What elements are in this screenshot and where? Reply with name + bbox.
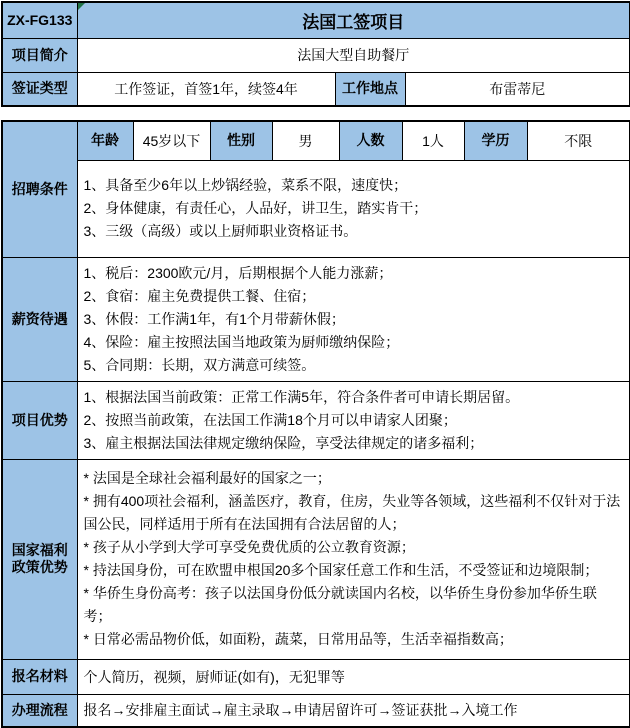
process-value: 报名→安排雇主面试→雇主录取→申请居留许可→签证获批→入境工作 <box>77 694 630 727</box>
spec-education-label: 学历 <box>464 121 527 160</box>
national-welfare-list <box>77 459 630 659</box>
visa-type-value: 工作签证，首签1年，续签4年 <box>77 72 335 106</box>
work-location-label: 工作地点 <box>335 72 405 106</box>
welfare-item: * 持法国身份，可在欧盟申根国20多个国家任意工作和生活，不受签证和边境限制； <box>83 562 599 578</box>
welfare-item: * 日常必需品物价低，如面粉，蔬菜，日常用品等，生活幸福指数高； <box>83 631 513 647</box>
spec-education-value: 不限 <box>527 121 630 160</box>
spec-headcount-label: 人数 <box>339 121 402 160</box>
salary-item: 5、合同期：长期，双方满意可续签。 <box>83 356 316 373</box>
welfare-item: * 华侨生身份高考：孩子以法国身份低分就读国内名校，以华侨生身份参加华侨生联考； <box>83 585 597 624</box>
process-label: 办理流程 <box>2 694 77 727</box>
recruit-condition-item: 2、身体健康，有责任心，人品好，讲卫生，踏实肯干； <box>83 200 428 216</box>
advantage-item: 3、雇主根据法国法律规定缴纳保险，享受法律规定的诸多福利； <box>83 434 484 451</box>
salary-list <box>77 257 630 381</box>
spec-gender-value: 男 <box>272 121 339 160</box>
welfare-item: * 法国是全球社会福利最好的国家之一； <box>83 470 331 486</box>
salary-item: 2、食宿：雇主免费提供工餐、住宿； <box>83 287 316 304</box>
spec-headcount-value: 1人 <box>402 121 464 160</box>
project-title: 法国工签项目 <box>302 12 405 32</box>
salary-label: 薪资待遇 <box>2 257 77 381</box>
spec-age-value: 45岁以下 <box>133 121 210 160</box>
advantage-item: 2、按照当前政策，在法国工作满18个月可以申请家人团聚； <box>83 411 457 428</box>
spec-age-label: 年龄 <box>77 121 133 160</box>
application-materials-label: 报名材料 <box>2 659 77 694</box>
project-advantage-label: 项目优势 <box>2 381 77 459</box>
recruit-condition-item: 3、三级（高级）或以上厨师职业资格证书。 <box>83 223 358 239</box>
intro-value: 法国大型自助餐厅 <box>77 38 630 72</box>
project-code: ZX-FG133 <box>2 2 77 38</box>
welfare-item: * 拥有400项社会福利，涵盖医疗，教育，住房，失业等各领域，这些福利不仅针对于法国公民，同样适用于所有在法国拥有合法居留的人； <box>83 493 621 532</box>
welfare-item: * 孩子从小学到大学可享受免费优质的公立教育资源； <box>83 539 415 555</box>
salary-item: 4、保险：雇主按照法国当地政策为厨师缴纳保险； <box>83 333 400 350</box>
intro-label: 项目简介 <box>2 38 77 72</box>
application-materials-value: 个人简历，视频，厨师证(如有)，无犯罪等 <box>77 659 630 694</box>
recruit-condition-item: 1、具备至少6年以上炒锅经验，菜系不限，速度快； <box>83 177 408 193</box>
recruit-conditions-list <box>77 160 630 257</box>
national-welfare-label: 国家福利政策优势 <box>2 459 77 659</box>
salary-item: 1、税后：2300欧元/月，后期根据个人能力涨薪； <box>83 264 393 281</box>
recruit-conditions-label: 招聘条件 <box>2 121 77 257</box>
corner-triangle-icon <box>78 3 85 10</box>
project-title-cell <box>77 2 630 38</box>
salary-item: 3、休假：工作满1年，有1个月带薪休假； <box>83 310 345 327</box>
work-location-value: 布雷蒂尼 <box>405 72 630 106</box>
visa-type-label: 签证类型 <box>2 72 77 106</box>
advantage-item: 1、根据法国当前政策：正常工作满5年，符合条件者可申请长期居留。 <box>83 388 520 405</box>
project-advantage-list <box>77 381 630 459</box>
spec-gender-label: 性别 <box>210 121 272 160</box>
project-detail-table <box>1 120 630 728</box>
project-header-table <box>1 1 630 107</box>
